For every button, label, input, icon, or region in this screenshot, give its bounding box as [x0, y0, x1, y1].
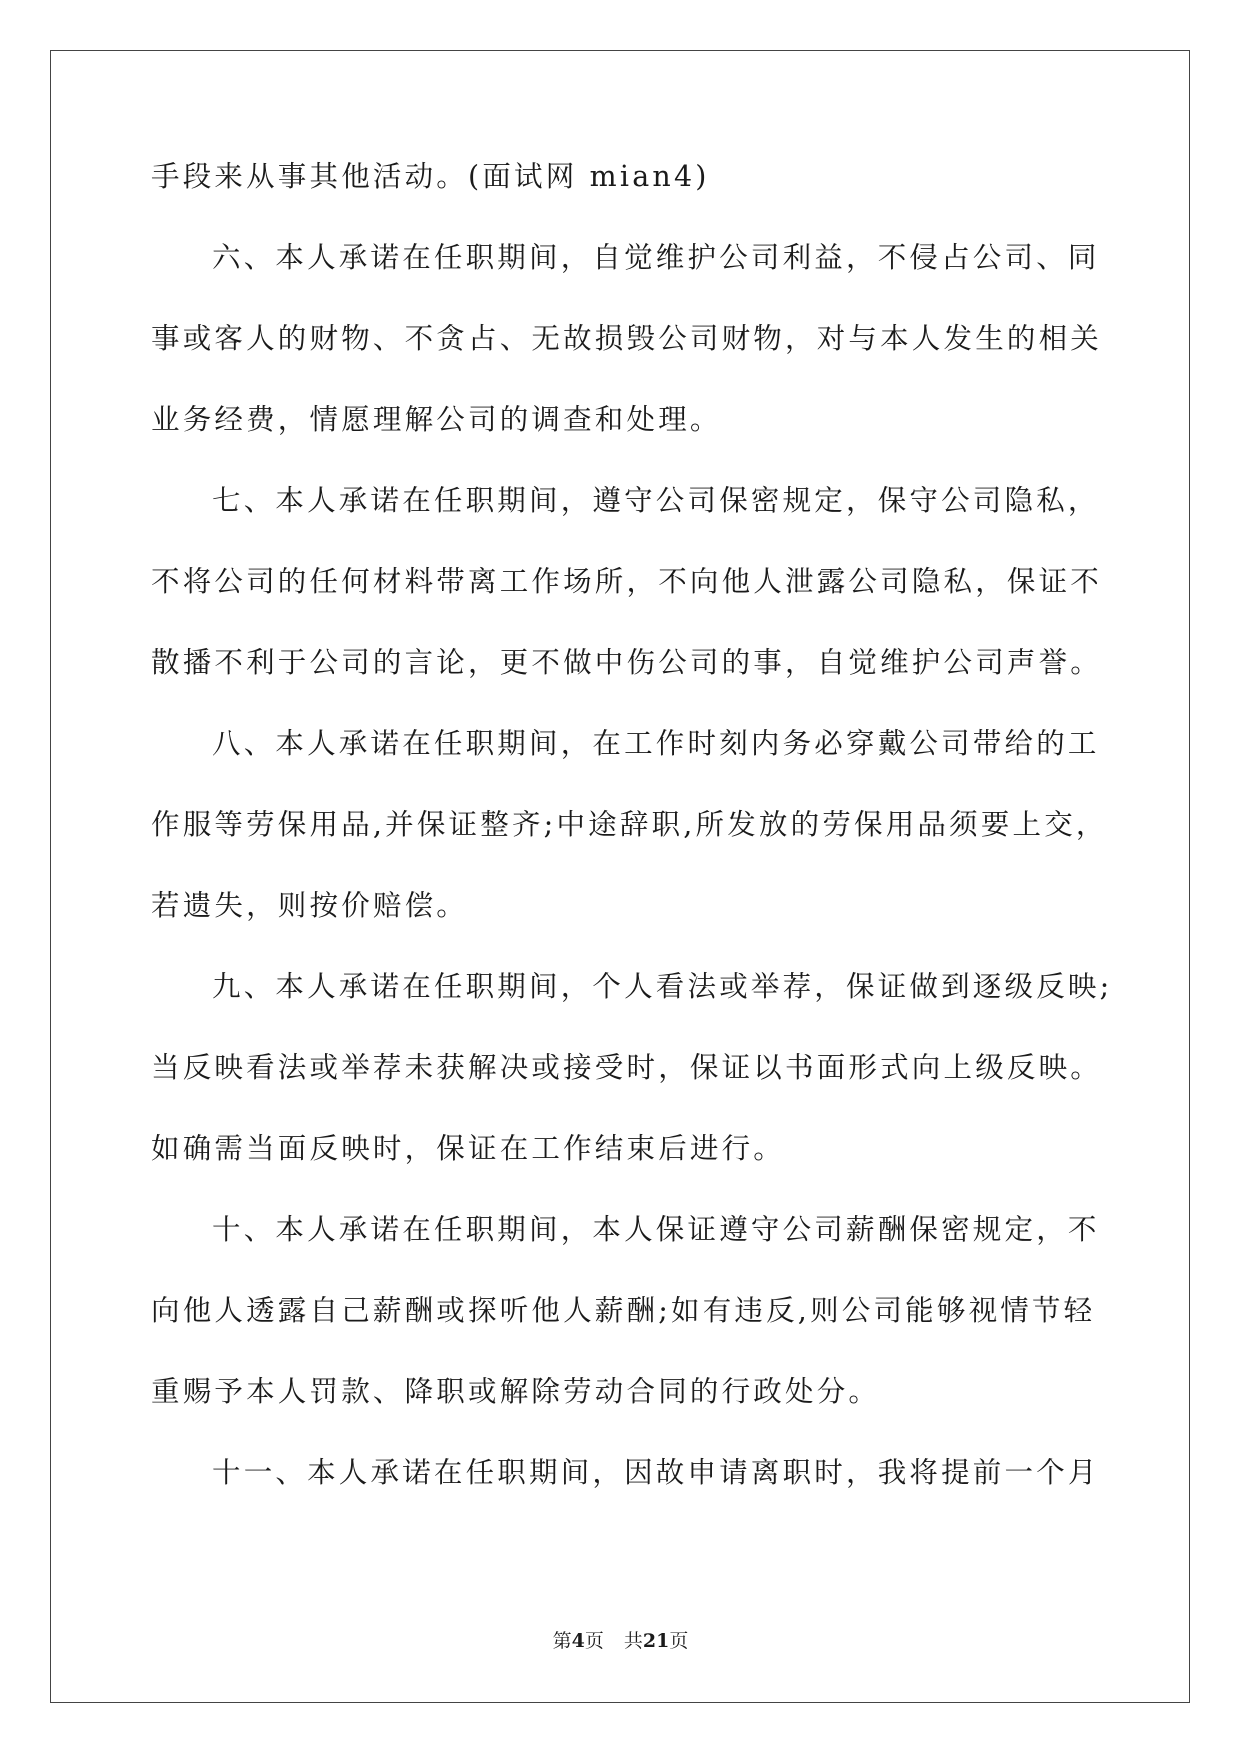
- paragraph-11-start: 十一、本人承诺在任职期间，因故申请离职时，我将提前一个月: [212, 1456, 1100, 1489]
- text-line: 如确需当面反映时，保证在工作结束后进行。: [151, 1132, 786, 1165]
- text-line: 手段来从事其他活动。(面试网 mian4): [151, 160, 710, 193]
- text-line: 散播不利于公司的言论，更不做中伤公司的事，自觉维护公司声誉。: [151, 646, 1103, 679]
- paragraph-8-start: 八、本人承诺在任职期间，在工作时刻内务必穿戴公司带给的工: [212, 727, 1100, 760]
- page-footer: [0, 1629, 1241, 1653]
- page-prefix: 第: [552, 1630, 572, 1652]
- paragraph-7-start: 七、本人承诺在任职期间，遵守公司保密规定，保守公司隐私，: [212, 484, 1100, 517]
- total-pages: 21: [642, 1630, 670, 1652]
- paragraph-10-start: 十、本人承诺在任职期间，本人保证遵守公司薪酬保密规定，不: [212, 1213, 1100, 1246]
- page-suffix: 页: [584, 1630, 604, 1652]
- document-body: [151, 160, 1113, 1537]
- text-line: 事或客人的财物、不贪占、无故损毁公司财物，对与本人发生的相关: [151, 322, 1103, 355]
- paragraph-9-start: 九、本人承诺在任职期间，个人看法或举荐，保证做到逐级反映;: [212, 970, 1113, 1003]
- text-line: 若遗失，则按价赔偿。: [151, 889, 469, 922]
- text-line: 不将公司的任何材料带离工作场所，不向他人泄露公司隐私，保证不: [151, 565, 1103, 598]
- page-number: 4: [571, 1630, 585, 1652]
- total-suffix: 页: [669, 1630, 689, 1652]
- text-line: 重赐予本人罚款、降职或解除劳动合同的行政处分。: [151, 1375, 881, 1408]
- text-line: 业务经费，情愿理解公司的调查和处理。: [151, 403, 722, 436]
- paragraph-6-start: 六、本人承诺在任职期间，自觉维护公司利益，不侵占公司、同: [212, 241, 1100, 274]
- text-line: 向他人透露自己薪酬或探听他人薪酬;如有违反,则公司能够视情节轻: [151, 1294, 1096, 1327]
- total-prefix: 共: [623, 1630, 643, 1652]
- text-line: 当反映看法或举荐未获解决或接受时，保证以书面形式向上级反映。: [151, 1051, 1103, 1084]
- text-line: 作服等劳保用品,并保证整齐;中途辞职,所发放的劳保用品须要上交，: [151, 808, 1108, 841]
